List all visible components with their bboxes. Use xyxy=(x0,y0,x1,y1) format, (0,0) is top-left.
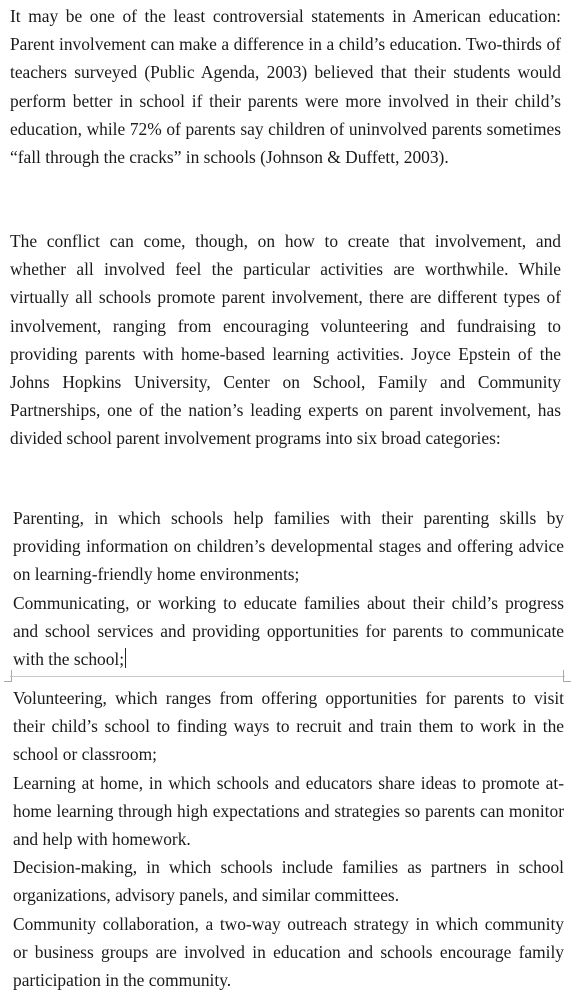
intro-paragraph[interactable]: It may be one of the least controversial statements in American education: Parent involvement can make a difference in a child’s education. Two-thirds of teachers surveyed (Public Agenda, 2003) believed that their students would perform better in school if their parents were more involved in their child’s education, while 72% of parents say children of uninvolved parents sometimes “fall through the cracks” in schools (Johnson & Duffett, 2003). xyxy=(10,6,561,168)
page-corner-right-icon xyxy=(563,670,571,682)
category-community-collaboration[interactable]: Community collaboration, a two-way outreach strategy in which community or business groups are involved in education and schools encourage family participation in the community. xyxy=(13,913,564,991)
category-learning-at-home[interactable]: Learning at home, in which schools and educators share ideas to promote at-home learning through high expectations and strategies so parents can monitor and help with homework. xyxy=(13,772,564,850)
conflict-paragraph[interactable]: The conflict can come, though, on how to create that involvement, and whether all involved feel the particular activities are worthwhile. While virtually all schools promote parent involvement, there are different types of involvement, ranging from encouraging volunteering and fundraising to providing parents with home-based learning activities. Joyce Epstein of the Johns Hopkins University, Center on School, Family and Community Partnerships, one of the nation’s leading experts on parent involvement, has divided school parent involvement programs into six broad categories: xyxy=(10,231,561,449)
category-parenting[interactable]: Parenting, in which schools help families with their parenting skills by providing information on children’s developmental stages and offering advice on learning-friendly home environments; xyxy=(13,508,564,585)
categories-list-page-2 xyxy=(13,684,564,994)
text-cursor xyxy=(125,648,126,668)
category-communicating-text[interactable]: Communicating, or working to educate families about their child’s progress and school services and providing opportunities for parents to communicate with the school; xyxy=(13,592,564,670)
category-communicating[interactable] xyxy=(13,589,564,674)
page-break-line xyxy=(10,676,565,677)
category-decision-making[interactable]: Decision-making, in which schools include families as partners in school organizations, advisory panels, and similar committees. xyxy=(13,857,564,906)
categories-list-page-1 xyxy=(13,504,564,673)
category-volunteering[interactable]: Volunteering, which ranges from offering opportunities for parents to visit their child’s school to finding ways to recruit and train them to work in the school or classroom; xyxy=(13,688,564,765)
page-break-marker xyxy=(4,670,571,682)
